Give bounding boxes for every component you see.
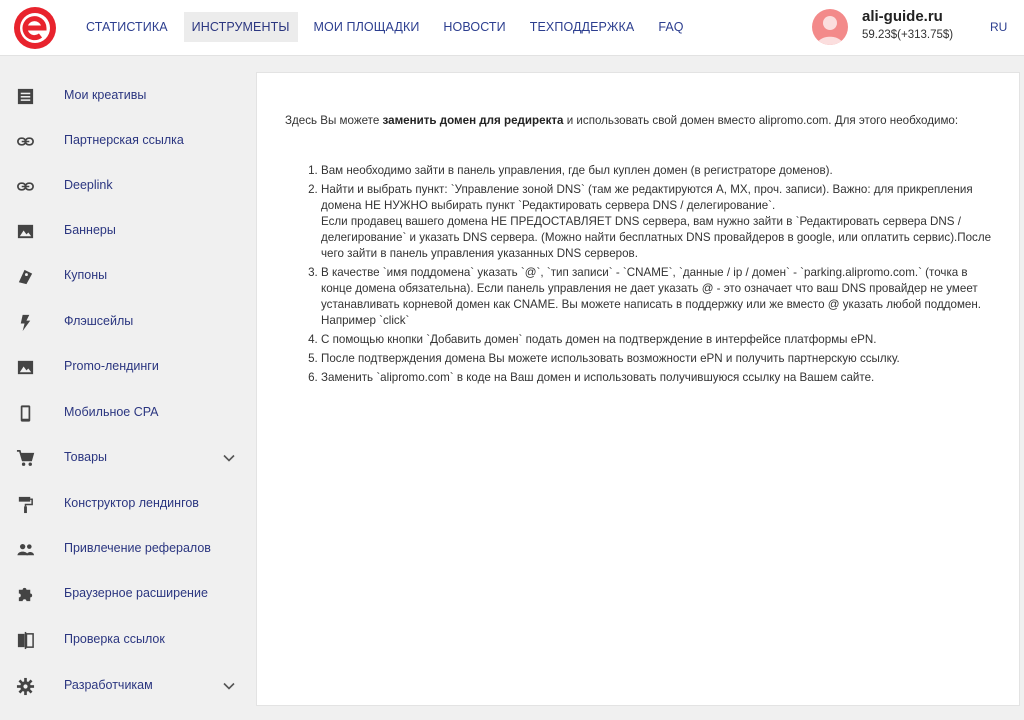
nav-statistics[interactable]: СТАТИСТИКА	[86, 20, 168, 34]
step-item: 5. После подтверждения домена Вы можете использовать возможности ePN и получить партнерскую ссылку.	[321, 351, 997, 367]
sidebar-item-developers[interactable]	[0, 666, 252, 706]
sidebar-item-label: Браузерное расширение	[64, 586, 208, 600]
sidebar-item-label: Флэшсейлы	[64, 314, 134, 328]
chevron-down-icon[interactable]	[222, 679, 236, 693]
sidebar-item-deeplink[interactable]	[0, 166, 252, 206]
step-item: 2. Найти и выбрать пункт: `Управление зоной DNS` (там же редактируются A, MX, проч. записи). Важно: для прикрепления домена НЕ НУЖНО выбирать пункт `Редактировать сервера DNS / делегирование`. Если продавец вашего домена НЕ ПРЕДОСТАВЛЯЕТ DNS сервера, вам нужно зайти в `Редактировать сервера DNS /делегирование` и указать DNS сервера. (Можно найти бесплатных DNS провайдеров в google, или оплатить сервис).После чего зайти в панель управления указанных DNS серверов.	[321, 182, 997, 262]
intro-highlight: заменить домен для редиректа	[382, 114, 564, 127]
user-avatar-icon	[812, 9, 848, 45]
sidebar-item-products[interactable]	[0, 438, 252, 478]
sidebar-item-creatives[interactable]	[0, 76, 252, 116]
balance: 59.23$(+313.75$)	[862, 29, 954, 41]
paint-roller-icon	[16, 495, 35, 514]
site-name[interactable]: ali-guide.ru	[862, 8, 943, 25]
sidebar-item-browser-extension[interactable]	[0, 574, 252, 614]
nav-support[interactable]: ТЕХПОДДЕРЖКА	[529, 20, 635, 34]
main-nav	[78, 12, 700, 42]
flash-icon	[16, 313, 35, 332]
people-icon	[16, 540, 35, 559]
sidebar-item-label: Партнерская ссылка	[64, 133, 184, 147]
sidebar-item-label: Мобильное CPA	[64, 405, 159, 419]
epn-logo-icon[interactable]	[13, 6, 57, 50]
sidebar-item-label: Баннеры	[64, 223, 116, 237]
intro-text: Здесь Вы можете заменить домен для редиректа и использовать свой домен вместо alipromo.com. Для этого необходимо:	[285, 114, 959, 127]
image-icon	[16, 222, 35, 241]
chevron-down-icon[interactable]	[222, 451, 236, 465]
sidebar-item-flashsales[interactable]	[0, 302, 252, 342]
sidebar-item-coupons[interactable]	[0, 256, 252, 296]
step-item: 4. С помощью кнопки `Добавить домен` подать домен на подтверждение в интерфейсе платформы ePN.	[321, 332, 997, 348]
gear-icon	[16, 677, 35, 696]
sidebar-item-link-check[interactable]	[0, 620, 252, 660]
nav-news[interactable]: НОВОСТИ	[443, 20, 506, 34]
sidebar-item-partner-link[interactable]	[0, 121, 252, 161]
avatar[interactable]	[812, 9, 848, 45]
nav-tools[interactable]: ИНСТРУМЕНТЫ	[184, 12, 298, 42]
compare-icon	[16, 631, 35, 650]
phone-icon	[16, 404, 35, 423]
puzzle-icon	[16, 585, 35, 604]
instruction-steps	[307, 163, 997, 389]
sidebar-item-label: Товары	[64, 450, 107, 464]
sidebar-item-label: Разработчикам	[64, 678, 153, 692]
sidebar	[0, 56, 252, 720]
content-panel	[256, 72, 1020, 706]
sidebar-item-label: Promo-лендинги	[64, 359, 159, 373]
step-item: 3. В качестве `имя поддомена` указать `@`, `тип записи` - `CNAME`, `данные / ip / домен` - `parking.alipromo.com.` (точка в конце домена обязательна). Если панель управления не дает указать @ - это означает что ваш DNS провайдер не умеет устанавливать корневой домен как CNAME. Вы можете написать в поддержку или же вместо @ указать любой поддомен. Например `click`	[321, 265, 997, 329]
list-icon	[16, 87, 35, 106]
sidebar-item-label: Привлечение рефералов	[64, 541, 211, 555]
language-switch[interactable]: RU	[990, 20, 1008, 34]
link-icon	[16, 132, 35, 151]
sidebar-item-promo-landings[interactable]	[0, 347, 252, 387]
link-icon	[16, 177, 35, 196]
sidebar-item-label: Мои креативы	[64, 88, 147, 102]
sidebar-item-banners[interactable]	[0, 211, 252, 251]
coupon-icon	[16, 267, 35, 286]
sidebar-item-mobile-cpa[interactable]	[0, 393, 252, 433]
sidebar-item-label: Проверка ссылок	[64, 632, 165, 646]
top-header	[0, 0, 1024, 56]
nav-my-sites[interactable]: МОИ ПЛОЩАДКИ	[313, 20, 420, 34]
sidebar-item-label: Купоны	[64, 268, 108, 282]
sidebar-item-label: Deeplink	[64, 178, 113, 192]
cart-icon	[16, 449, 35, 468]
step-item: 1. Вам необходимо зайти в панель управления, где был куплен домен (в регистраторе доменов).	[321, 163, 997, 179]
step-item: 6. Заменить `alipromo.com` в коде на Ваш домен и использовать получившуюся ссылку на Вашем сайте.	[321, 370, 997, 386]
sidebar-item-label: Конструктор лендингов	[64, 496, 199, 510]
nav-faq[interactable]: FAQ	[658, 20, 684, 34]
sidebar-item-referrals[interactable]	[0, 529, 252, 569]
image-icon	[16, 358, 35, 377]
sidebar-item-landing-builder[interactable]	[0, 484, 252, 524]
